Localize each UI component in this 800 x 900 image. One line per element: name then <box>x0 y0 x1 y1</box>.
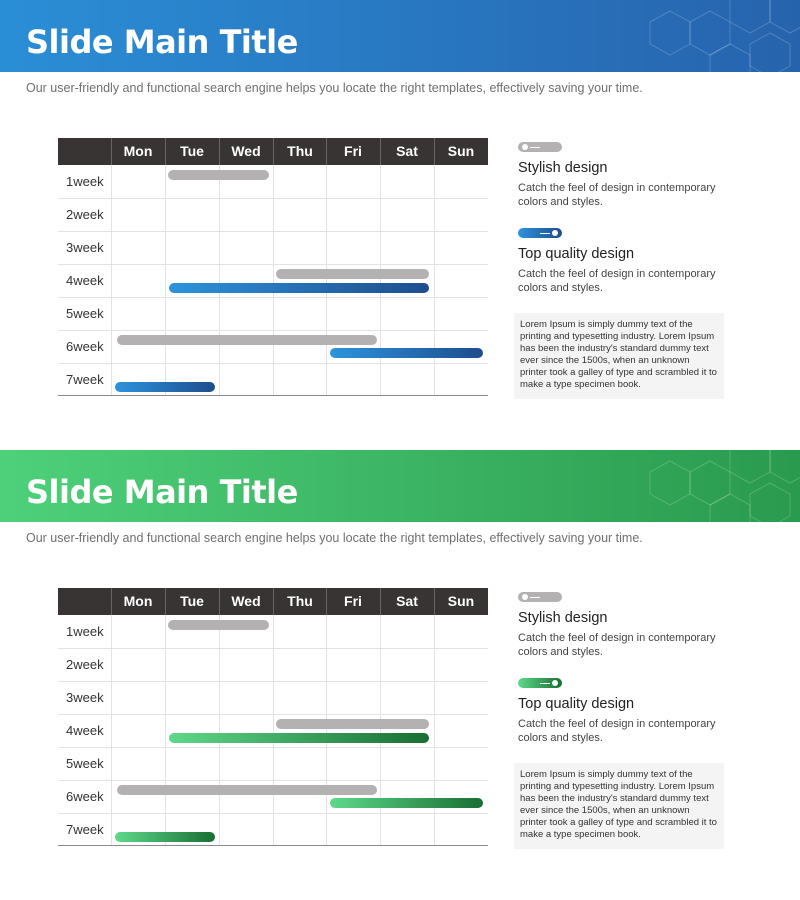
week-label: 6week <box>66 789 104 804</box>
page-title: Slide Main Title <box>26 473 298 511</box>
grid-line <box>273 165 274 396</box>
slide-2 <box>0 450 800 900</box>
grid-line <box>58 714 488 715</box>
gantt-chart <box>58 138 488 396</box>
grid-line <box>58 264 488 265</box>
day-header-sun: Sun <box>434 138 487 165</box>
gantt-chart <box>58 588 488 846</box>
task-bar <box>168 170 269 180</box>
legend-title: Top quality design <box>518 246 635 262</box>
legend-title: Stylish design <box>518 610 608 626</box>
day-header-mon: Mon <box>111 588 164 615</box>
week-label: 1week <box>66 174 104 189</box>
task-bar <box>330 348 483 358</box>
legend-desc: Catch the feel of design in contemporary colors and styles. <box>518 182 716 208</box>
grid-line <box>380 165 381 396</box>
day-header-thu: Thu <box>273 138 326 165</box>
day-header-sun: Sun <box>434 588 487 615</box>
week-label: 7week <box>66 372 104 387</box>
page-title: Slide Main Title <box>26 23 298 61</box>
day-header-tue: Tue <box>165 588 218 615</box>
gantt-header <box>58 588 488 615</box>
day-header-sat: Sat <box>380 588 433 615</box>
page-subtitle: Our user-friendly and functional search engine helps you locate the right templates, effectively saving your time. <box>26 531 643 545</box>
grid-line <box>58 747 488 748</box>
grid-line <box>58 648 488 649</box>
day-header-wed: Wed <box>219 588 272 615</box>
grid-line <box>58 681 488 682</box>
week-label: 2week <box>66 207 104 222</box>
title-banner <box>0 450 800 522</box>
legend-desc: Catch the feel of design in contemporary colors and styles. <box>518 268 716 294</box>
day-header-mon: Mon <box>111 138 164 165</box>
day-header-fri: Fri <box>326 138 379 165</box>
task-bar <box>117 785 377 795</box>
task-bar <box>115 382 215 392</box>
grid-line <box>326 615 327 846</box>
week-label: 7week <box>66 822 104 837</box>
hexagon-pattern-icon <box>630 450 800 522</box>
grid-line <box>58 330 488 331</box>
grid-line <box>219 165 220 396</box>
week-label: 5week <box>66 756 104 771</box>
legend-title: Stylish design <box>518 160 608 176</box>
grid-line <box>58 780 488 781</box>
grid-line <box>165 615 166 846</box>
legend-desc: Catch the feel of design in contemporary colors and styles. <box>518 718 716 744</box>
lorem-note-box: Lorem Ipsum is simply dummy text of the printing and typesetting industry. Lorem Ipsum has been the industry's standard dummy text ever since the 1500s, when an unknown printer took a galley of type and scrambled it to make a type specimen book. <box>514 313 724 399</box>
legend-desc: Catch the feel of design in contemporary colors and styles. <box>518 632 716 658</box>
task-bar <box>330 798 483 808</box>
grid-line <box>434 165 435 396</box>
week-label: 2week <box>66 657 104 672</box>
day-header-thu: Thu <box>273 588 326 615</box>
gray-pill-icon <box>518 142 562 152</box>
grid-line <box>165 165 166 396</box>
day-header-tue: Tue <box>165 138 218 165</box>
task-bar <box>276 269 429 279</box>
grid-line <box>219 615 220 846</box>
task-bar <box>168 620 269 630</box>
day-header-sat: Sat <box>380 138 433 165</box>
week-label: 4week <box>66 723 104 738</box>
grid-line <box>434 615 435 846</box>
task-bar <box>169 283 429 293</box>
week-label: 6week <box>66 339 104 354</box>
grid-line <box>326 165 327 396</box>
grid-baseline <box>58 845 488 846</box>
week-label: 3week <box>66 690 104 705</box>
grid-line <box>273 615 274 846</box>
grid-baseline <box>58 395 488 396</box>
task-bar <box>276 719 429 729</box>
week-label: 5week <box>66 306 104 321</box>
grid-line <box>380 615 381 846</box>
task-bar <box>117 335 377 345</box>
week-label: 4week <box>66 273 104 288</box>
grid-line <box>58 198 488 199</box>
day-header-fri: Fri <box>326 588 379 615</box>
page-subtitle: Our user-friendly and functional search engine helps you locate the right templates, effectively saving your time. <box>26 81 643 95</box>
week-label: 1week <box>66 624 104 639</box>
blue-pill-icon <box>518 228 562 238</box>
day-header-wed: Wed <box>219 138 272 165</box>
task-bar <box>115 832 215 842</box>
week-label: 3week <box>66 240 104 255</box>
legend-title: Top quality design <box>518 696 635 712</box>
grid-line <box>58 363 488 364</box>
hexagon-pattern-icon <box>630 0 800 72</box>
lorem-note-box: Lorem Ipsum is simply dummy text of the printing and typesetting industry. Lorem Ipsum has been the industry's standard dummy text ever since the 1500s, when an unknown printer took a galley of type and scrambled it to make a type specimen book. <box>514 763 724 849</box>
green-pill-icon <box>518 678 562 688</box>
gantt-header <box>58 138 488 165</box>
grid-line <box>58 813 488 814</box>
gray-pill-icon <box>518 592 562 602</box>
grid-line <box>58 231 488 232</box>
grid-line <box>58 297 488 298</box>
title-banner <box>0 0 800 72</box>
task-bar <box>169 733 429 743</box>
